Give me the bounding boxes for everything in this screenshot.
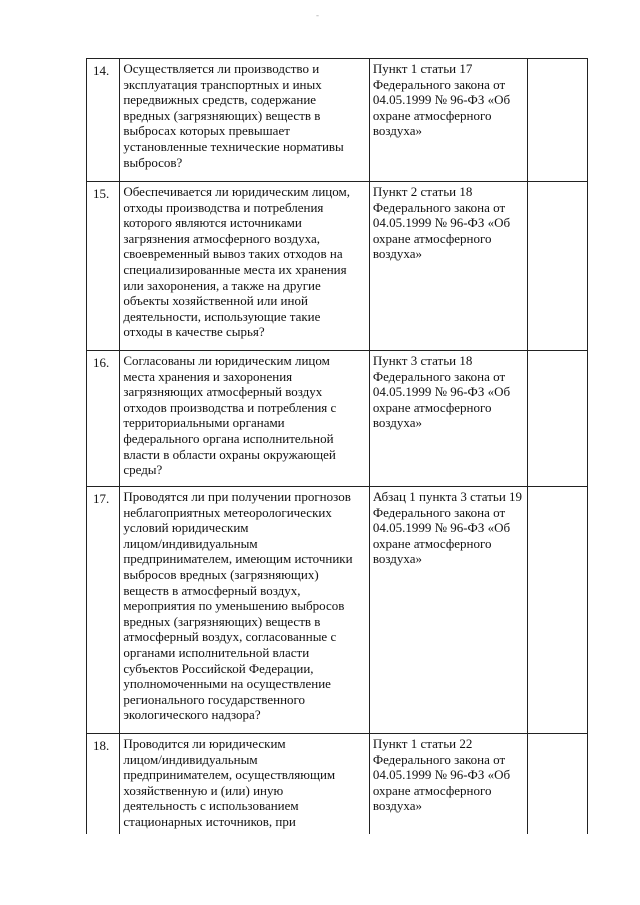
question-cell: Обеспечивается ли юридическим лицом, отходы производства и потребления которого являются источниками загрязнения атмосферного воздуха, своевременный вывоз таких отходов на специализированные места их хранения или захоронения, а также на другие объекты хозяйственной или иной деятельности, использующие такие отходы в качестве сырья?: [120, 182, 369, 351]
legal-reference-cell: Пункт 3 статьи 18 Федерального закона от 04.05.1999 № 96-ФЗ «Об охране атмосферного воздуха»: [369, 351, 528, 487]
table-row: [87, 182, 588, 351]
question-cell: Проводятся ли при получении прогнозов неблагоприятных метеорологических условий юридическим лицом/индивидуальным предпринимателем, имеющим источники выбросов вредных (загрязняющих) веществ в атмосферный воздух, мероприятия по уменьшению выбросов вредных (загрязняющих) веществ в атмосферный воздух, согласованные с органами исполнительной власти субъектов Российской Федерации, уполномоченными на осуществление регионального государственного экологического надзора?: [120, 487, 369, 734]
legal-reference-cell: Пункт 1 статьи 17 Федерального закона от 04.05.1999 № 96-ФЗ «Об охране атмосферного воздуха»: [369, 59, 528, 182]
checklist-table: [86, 58, 588, 834]
row-number: 14.: [87, 59, 120, 182]
table-row: [87, 59, 588, 182]
legal-reference-cell: Пункт 2 статьи 18 Федерального закона от 04.05.1999 № 96-ФЗ «Об охране атмосферного воздуха»: [369, 182, 528, 351]
row-number: 16.: [87, 351, 120, 487]
table-row: [87, 487, 588, 734]
question-cell: Согласованы ли юридическим лицом места хранения и захоронения загрязняющих атмосферный воздух отходов производства и потребления с территориальными органами федерального органа исполнительной власти в области охраны окружающей среды?: [120, 351, 369, 487]
row-number: 17.: [87, 487, 120, 734]
legal-reference-cell: Пункт 1 статьи 22 Федерального закона от 04.05.1999 № 96-ФЗ «Об охране атмосферного воздуха»: [369, 734, 528, 834]
table-row: [87, 734, 588, 834]
question-cell: Осуществляется ли производство и эксплуатация транспортных и иных передвижных средств, содержание вредных (загрязняющих) веществ в выбросах которых превышает установленные технические нормативы выбросов?: [120, 59, 369, 182]
answer-cell: [528, 59, 588, 182]
answer-cell: [528, 487, 588, 734]
table-row: [87, 351, 588, 487]
row-number: 18.: [87, 734, 120, 834]
answer-cell: [528, 734, 588, 834]
page-top-mark: -: [316, 10, 319, 20]
answer-cell: [528, 182, 588, 351]
question-cell: Проводится ли юридическим лицом/индивидуальным предпринимателем, осуществляющим хозяйственную и (или) иную деятельность с использованием стационарных источников, при: [120, 734, 369, 834]
row-number: 15.: [87, 182, 120, 351]
answer-cell: [528, 351, 588, 487]
legal-reference-cell: Абзац 1 пункта 3 статьи 19 Федерального закона от 04.05.1999 № 96-ФЗ «Об охране атмосферного воздуха»: [369, 487, 528, 734]
